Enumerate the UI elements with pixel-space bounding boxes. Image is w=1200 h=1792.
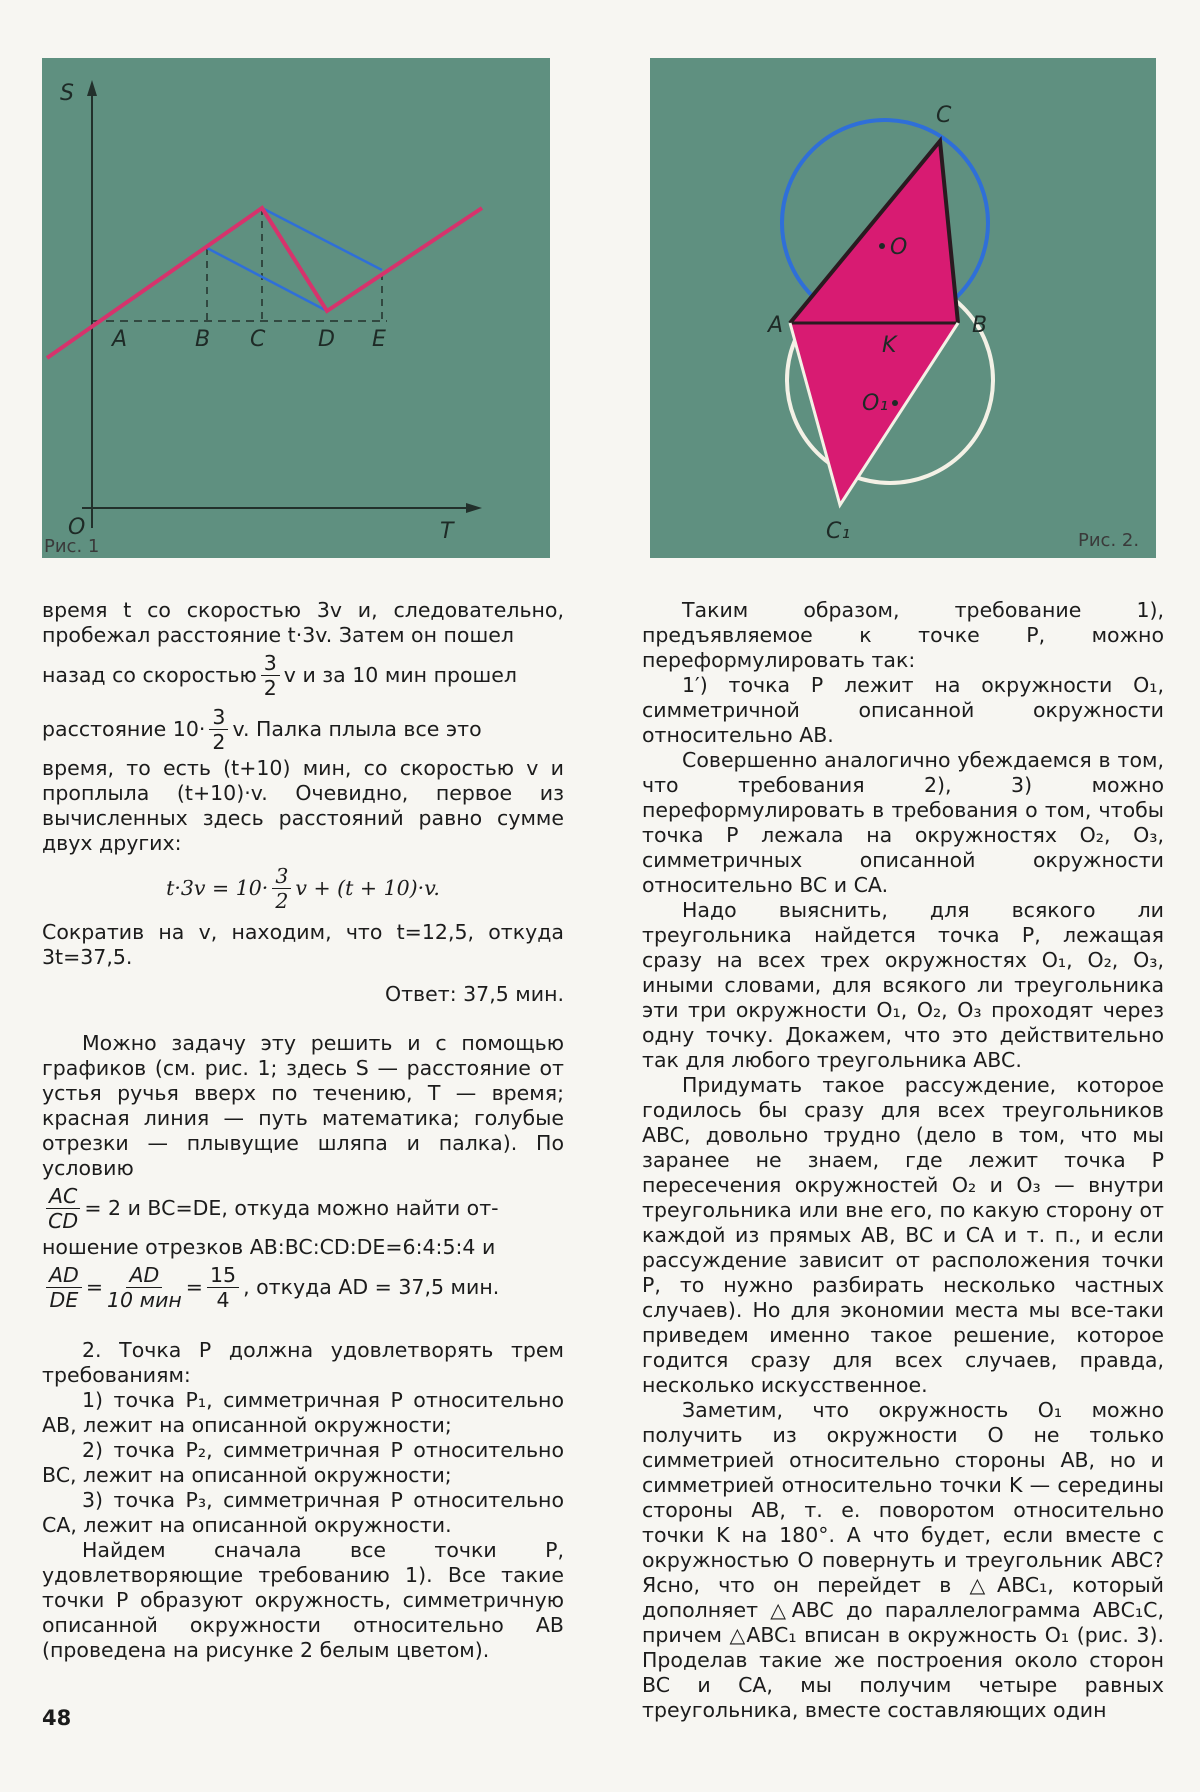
figure-2-caption: Рис. 2. [1078,530,1140,551]
vertex-c1-label: C₁ [826,519,851,544]
center-o-dot [879,243,885,249]
main-equation [42,856,564,920]
right-para-3: Совершенно аналогично убеждаемся в том, что требования 2), 3) можно переформулировать в требования о том, чтобы точка P лежала на окружностях O₂, O₃, симметричных описанной окружности относительно BC и CA. [642,748,1164,897]
equals-sign: = [185,1274,203,1299]
equation-part-b: v + (t + 10)·v. [295,875,440,900]
point-a-label: A [112,327,128,352]
fraction-denominator: CD [48,1208,79,1233]
figure-1 [42,58,550,558]
answer-line: Ответ: 37,5 мин. [384,982,564,1006]
ratio-line-tail: = 2 и BC=DE, откуда можно найти от- [84,1195,499,1220]
left-para-1: время t со скоростью 3v и, следовательно, пробежал расстояние t·3v. Затем он пошел [42,598,564,647]
center-o-label: O [890,235,908,260]
fraction-denominator: 2 [212,729,226,754]
origin-label: O [68,515,86,540]
fraction-3-2 [272,864,291,913]
ad-line-tail: , откуда AD = 37,5 мин. [243,1274,500,1299]
fraction-numerator: 3 [272,864,291,889]
fraction-numerator: AD [126,1263,162,1288]
left-para-5: ношение отрезков AB:BC:CD:DE=6:4:5:4 и [42,1235,496,1259]
fraction-numerator: AC [46,1184,80,1209]
fraction-denominator: 2 [275,888,289,913]
fraction-3-2 [209,705,228,754]
center-o1-dot [892,400,898,406]
point-d-label: D [318,327,335,352]
figure-2 [650,58,1156,558]
right-para-1: Таким образом, требование 1), предъявляемое к точке P, можно переформулировать так: [642,598,1164,672]
fraction-denominator: DE [49,1287,79,1312]
left-para-6: 2. Точка P должна удовлетворять трем требованиям: [42,1338,564,1387]
center-o1-label: O₁ [862,391,889,416]
ratio-line [42,1181,564,1235]
equation-part-a: t·3v = 10· [166,875,269,900]
midpoint-k-label: K [882,333,897,358]
requirement-3: 3) точка P₃, симметричная P относительно CA, лежит на описанной окружности. [42,1488,564,1537]
fraction-ac-cd [46,1184,80,1233]
requirement-2: 2) точка P₂, симметричная P относительно BC, лежит на описанной окружности; [42,1438,564,1487]
left-para-3: Сократив на v, находим, что t=12,5, откуда 3t=37,5. [42,920,564,969]
formula-line-speed-a: назад со скоростью [42,662,257,687]
right-para-4: Надо выяснить, для всякого ли треугольника найдется точка P, лежащая сразу на всех трех окружностях O₁, O₂, O₃, иными словами, для всякого ли треугольника эти три окружности O₁, O₂, O₃ проходят через одну точку. Докажем, что это действительно так для любого треугольника ABC. [642,898,1164,1072]
page-number: 48 [42,1706,72,1730]
left-column [42,598,564,1663]
formula-line-distance-b: v. Палка плыла все это [232,716,482,741]
vertex-b-label: B [972,313,988,338]
fraction-numerator: 3 [261,651,280,676]
fraction-numerator: AD [46,1263,82,1288]
left-para-7: Найдем сначала все точки P, удовлетворяющие требованию 1). Все такие точки P образуют окружность, симметричную описанной окружности относительно AB (проведена на рисунке 2 белым цветом). [42,1538,564,1662]
formula-line-distance [42,702,564,756]
figure-1-caption: Рис. 1 [44,536,100,557]
right-para-6: Заметим, что окружность O₁ можно получить из окружности O не только симметрией относительно стороны AB, но и симметрией относительно точки K — середины стороны AB, т. е. поворотом относительно точки K на 180°. А что будет, если вместе с окружностью O повернуть и треугольник ABC? Ясно, что он перейдет в △ABC₁, который дополняет △ABC до параллелограмма ABC₁C, причем △ABC₁ вписан в окружность O₁ (рис. 3). Проделав такие же построения около сторон BC и CA, мы получим четыре равных треугольника, вместе составляющих один [642,1398,1164,1722]
ad-line [42,1260,564,1314]
figure-2-diagram [650,58,1156,558]
point-c-label: C [250,327,266,352]
requirement-1: 1) точка P₁, симметричная P относительно AB, лежит на описанной окружности; [42,1388,564,1437]
left-para-2: время, то есть (t+10) мин, со скоростью v и проплыла (t+10)·v. Очевидно, первое из вычисленных здесь расстояний равно сумме двух других: [42,756,564,855]
fraction-numerator: 3 [209,705,228,730]
equals-sign: = [85,1274,103,1299]
right-para-2: 1′) точка P лежит на окружности O₁, симметричной описанной окружности относительно AB. [642,673,1164,747]
s-axis-arrow-icon [87,80,97,96]
fraction-15-4 [207,1263,239,1312]
right-para-5: Придумать такое рассуждение, которое годилось бы сразу для всех треугольников ABC, довольно трудно (дело в том, что мы заранее не знаем, где лежит точка P пересечения окружностей O₂ и O₃ — внутри треугольника или вне его, по какую сторону от каждой из прямых AB, BC и CA и т. п., и если рассуждение зависит от расположения точки P, то нужно разбирать несколько частных случаев). Но для экономии места мы все-таки приведем именно такое решение, которое годится сразу для всех случаев, правда, несколько искусственное. [642,1073,1164,1397]
fraction-denominator: 2 [263,675,277,700]
fraction-denominator: 4 [216,1287,230,1312]
formula-line-speed-b: v и за 10 мин прошел [283,662,518,687]
formula-line-distance-a: расстояние 10· [42,716,206,741]
t-axis-label: T [440,519,454,544]
fraction-numerator: 15 [207,1263,239,1288]
t-axis-arrow-icon [466,503,482,513]
s-axis-label: S [60,81,74,106]
vertex-c-label: C [936,103,952,128]
left-para-4: Можно задачу эту решить и с помощью графиков (см. рис. 1; здесь S — расстояние от устья ручья вверх по течению, T — время; красная линия — путь математика; голубые отрезки — плывущие шляпа и палка). По условию [42,1031,564,1180]
fraction-3-2 [261,651,280,700]
point-e-label: E [372,327,386,352]
fraction-ad-10min [107,1263,182,1312]
fraction-denominator: 10 мин [107,1287,182,1312]
fraction-ad-de [46,1263,82,1312]
figure-1-graph [42,58,550,558]
point-b-label: B [195,327,211,352]
vertex-a-label: A [768,313,784,338]
right-column [642,598,1164,1723]
formula-line-speed [42,648,564,702]
